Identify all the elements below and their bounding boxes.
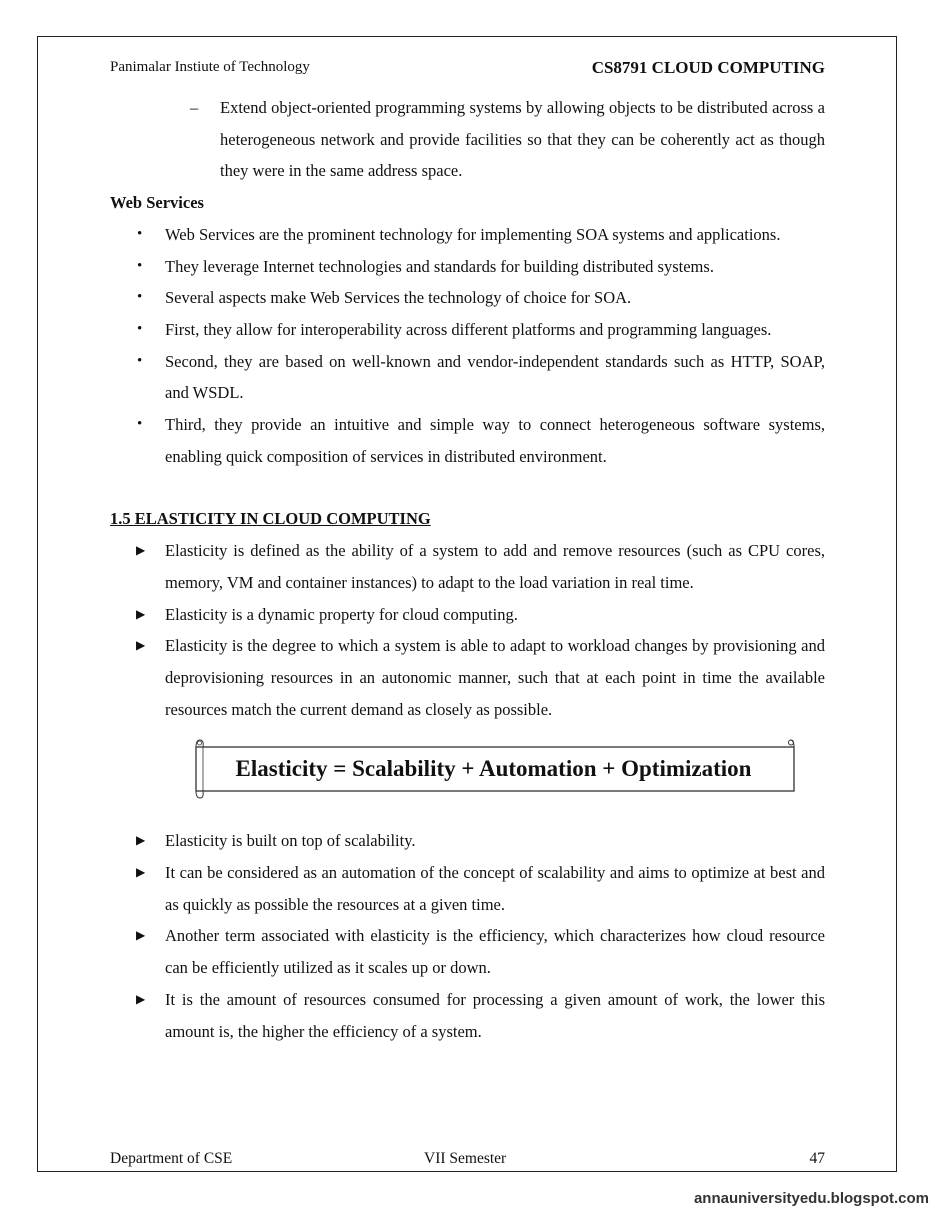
header-institute: Panimalar Instiute of Technology xyxy=(110,59,310,75)
section-heading-elasticity: 1.5 ELASTICITY IN CLOUD COMPUTING xyxy=(110,509,431,529)
arrow-bullet-icon: ▶ xyxy=(136,991,146,1006)
bullet-marker: • xyxy=(137,416,143,433)
web-services-heading: Web Services xyxy=(110,193,204,213)
arrow-bullet-icon: ▶ xyxy=(136,928,146,943)
list-item-text: Third, they provide an intuitive and simple way to connect heterogeneous software systems, enabling quick composition of services in distributed environment. xyxy=(165,415,825,466)
list-item-text: Several aspects make Web Services the technology of choice for SOA. xyxy=(165,288,632,308)
list-item-text: First, they allow for interoperability across different platforms and programming languages. xyxy=(165,319,772,339)
list-item xyxy=(110,251,825,283)
watermark-url: annauniversityedu.blogspot.com xyxy=(693,1190,929,1207)
list-item-text: Second, they are based on well-known and vendor-independent standards such as HTTP, SOAP, and WSDL. xyxy=(165,351,825,403)
list-item-text: Web Services are the prominent technology for implementing SOA systems and applications. xyxy=(165,224,781,244)
bullet-marker: • xyxy=(137,289,143,306)
footer-semester: VII Semester xyxy=(424,1150,507,1167)
arrow-bullet-icon: ▶ xyxy=(136,606,146,621)
arrow-bullet-icon: ▶ xyxy=(136,833,146,848)
list-item-text: Elasticity is a dynamic property for cloud computing. xyxy=(165,604,518,624)
list-item xyxy=(110,409,825,472)
list-item xyxy=(110,920,825,983)
list-item xyxy=(110,282,825,314)
arrow-bullet-icon: ▶ xyxy=(136,865,146,880)
list-item xyxy=(110,630,825,725)
elasticity-list-bottom xyxy=(110,825,825,1047)
list-item-text: Elasticity is built on top of scalability. xyxy=(165,831,416,851)
web-services-list xyxy=(110,219,825,473)
dash-list-item xyxy=(110,92,825,187)
elasticity-formula: Elasticity = Scalability + Automation + Optimization xyxy=(235,756,752,782)
bullet-marker: • xyxy=(137,352,143,369)
arrow-bullet-icon: ▶ xyxy=(136,638,146,653)
formula-scroll-banner xyxy=(110,739,825,819)
list-item xyxy=(110,535,825,598)
list-item xyxy=(110,314,825,346)
footer-page-number: 47 xyxy=(809,1150,825,1167)
bullet-marker: • xyxy=(137,320,143,337)
dash-marker: – xyxy=(190,98,199,117)
footer-department: Department of CSE xyxy=(110,1150,233,1167)
list-item xyxy=(110,346,825,409)
arrow-bullet-icon: ▶ xyxy=(136,543,146,558)
list-item-text: It is the amount of resources consumed for processing a given amount of work, the lower this amount is, the higher the efficiency of a system. xyxy=(165,989,825,1041)
list-item xyxy=(110,599,825,631)
list-item xyxy=(110,857,825,920)
page-content xyxy=(110,92,825,1047)
list-item-text: They leverage Internet technologies and standards for building distributed systems. xyxy=(165,256,714,276)
elasticity-list-top xyxy=(110,535,825,725)
list-item-text: Elasticity is the degree to which a system is able to adapt to workload changes by provisioning and deprovisioning resources in an autonomic manner, such that at each point in time the available resources match the current demand as closely as possible. xyxy=(165,636,825,719)
bullet-marker: • xyxy=(137,225,143,242)
list-item-text: Another term associated with elasticity is the efficiency, which characterizes how cloud resource can be efficiently utilized as it scales up or down. xyxy=(165,926,825,978)
list-item-text: Elasticity is defined as the ability of a system to add and remove resources (such as CPU cores, memory, VM and container instances) to adapt to the load variation in real time. xyxy=(165,541,825,592)
list-item xyxy=(110,984,825,1047)
bullet-marker: • xyxy=(137,257,143,274)
list-item xyxy=(110,219,825,251)
list-item-text: It can be considered as an automation of the concept of scalability and aims to optimize at best and as quickly as possible the resources at a given time. xyxy=(165,863,825,914)
list-item xyxy=(110,825,825,857)
dash-item-text: Extend object-oriented programming systems by allowing objects to be distributed across a heterogeneous network and provide facilities so that they can be coherently act as though they were in the same address space. xyxy=(220,98,825,181)
header-course: CS8791 CLOUD COMPUTING xyxy=(591,58,825,77)
